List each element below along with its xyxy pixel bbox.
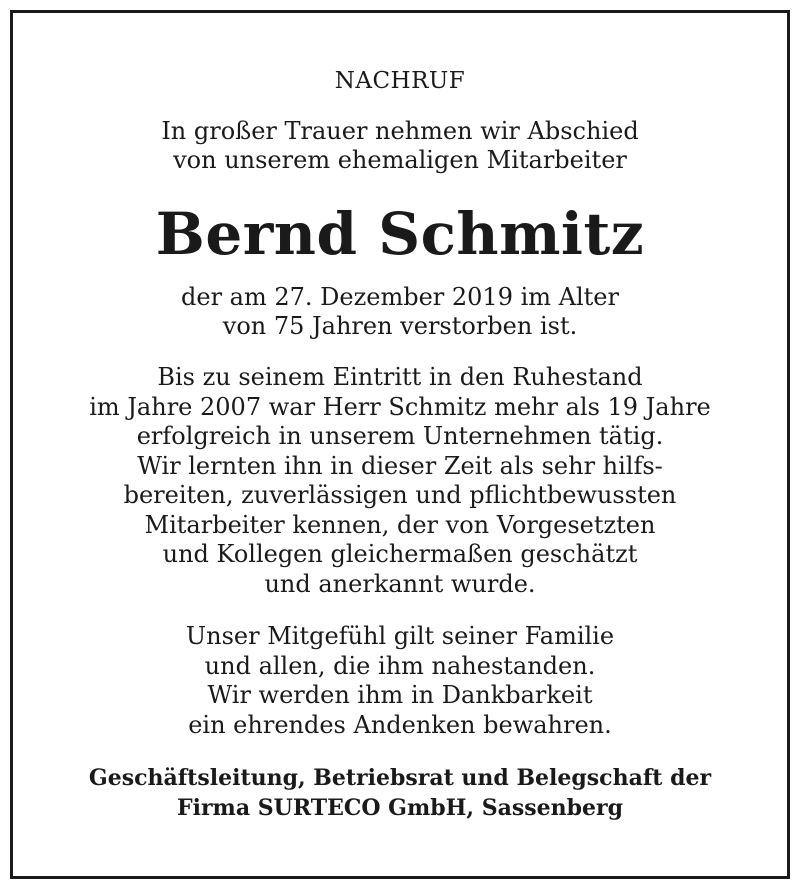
deceased-name: Bernd Schmitz: [155, 200, 645, 268]
sympathy-line: und allen, die ihm nahestanden.: [204, 651, 596, 680]
signature-line: Firma SURTECO GmbH, Sassenberg: [176, 795, 623, 821]
career-paragraph: [13, 363, 787, 599]
intro-line: von unserem ehemaligen Mitarbeiter: [173, 146, 627, 174]
sympathy-paragraph: [13, 622, 787, 740]
career-line: Mitarbeiter kennen, der von Vorgesetzten: [144, 510, 656, 539]
career-line: bereiten, zuverlässigen und pflichtbewussten: [123, 481, 677, 509]
career-line: und anerkannt wurde.: [264, 569, 536, 598]
career-line: erfolgreich in unserem Unternehmen tätig.: [136, 422, 664, 450]
notice-heading: NACHRUF: [334, 68, 466, 94]
death-details: [13, 283, 787, 341]
sympathy-line: Unser Mitgefühl gilt seiner Familie: [185, 622, 615, 650]
sympathy-line: ein ehrendes Andenken bewahren.: [188, 710, 612, 739]
obituary-frame: [10, 10, 790, 879]
career-line: Bis zu seinem Eintritt in den Ruhestand: [157, 363, 643, 391]
intro-text: [13, 117, 787, 175]
signature-block: [13, 763, 787, 823]
career-line: Wir lernten ihn in dieser Zeit als sehr hilfs-: [137, 451, 663, 480]
career-line: und Kollegen gleichermaßen geschätzt: [162, 540, 638, 568]
career-line: im Jahre 2007 war Herr Schmitz mehr als 19 Jahre: [89, 392, 711, 421]
death-line: der am 27. Dezember 2019 im Alter: [181, 283, 619, 311]
death-line: von 75 Jahren verstorben ist.: [222, 312, 578, 340]
sympathy-line: Wir werden ihm in Dankbarkeit: [207, 681, 593, 709]
intro-line: In großer Trauer nehmen wir Abschied: [161, 117, 639, 145]
signature-line: Geschäftsleitung, Betriebsrat und Belegschaft der: [88, 765, 712, 791]
